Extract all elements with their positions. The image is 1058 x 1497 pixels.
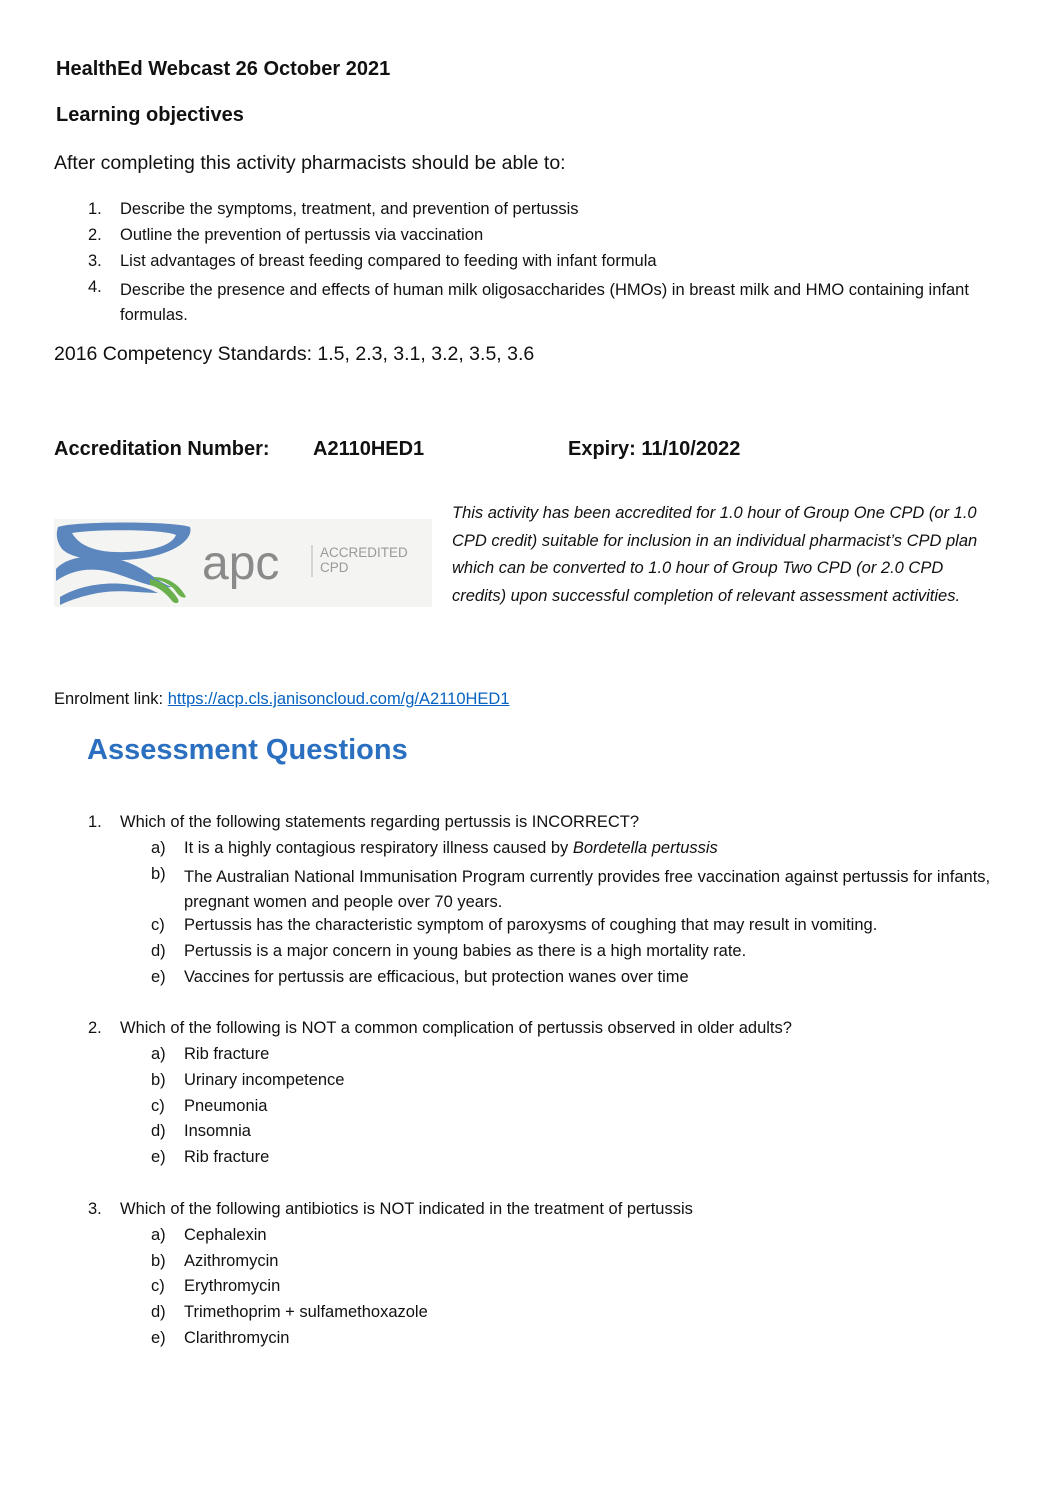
logo-tag-line1: ACCREDITED bbox=[320, 545, 408, 560]
question-text: Which of the following antibiotics is NOT indicated in the treatment of pertussis bbox=[120, 1200, 693, 1218]
enrolment-label: Enrolment link: bbox=[54, 690, 164, 708]
option-text: Trimethoprim + sulfamethoxazole bbox=[184, 1303, 428, 1321]
accreditation-description: This activity has been accredited for 1.0 hour of Group One CPD (or 1.0 CPD credit) suitable for inclusion in an individual pharmacist’s CPD plan which can be converted to 1.0 hour of Group Two CPD (or 2.0 CPD credits) upon successful completion of relevant assessment activities. bbox=[452, 504, 978, 605]
list-text: Outline the prevention of pertussis via vaccination bbox=[120, 226, 484, 244]
option-letter: e) bbox=[151, 1148, 166, 1166]
expiry-date: Expiry: 11/10/2022 bbox=[568, 438, 741, 460]
enrolment-row bbox=[54, 690, 510, 709]
option-text: Pertussis is a major concern in young babies as there is a high mortality rate. bbox=[184, 942, 747, 960]
option-letter: e) bbox=[151, 1329, 166, 1347]
option-text: The Australian National Immunisation Program currently provides free vaccination against pertussis for infants, pregnant women and people over 70 years. bbox=[184, 868, 991, 911]
objectives-heading: Learning objectives bbox=[56, 104, 244, 126]
list-number: 2. bbox=[88, 226, 102, 244]
option-text: Urinary incompetence bbox=[184, 1071, 345, 1089]
option-text: It is a highly contagious respiratory illness caused by Bordetella pertussis bbox=[184, 839, 718, 857]
option-letter: a) bbox=[151, 839, 166, 857]
option-letter: b) bbox=[151, 1071, 166, 1089]
option-text: Rib fracture bbox=[184, 1045, 270, 1063]
enrolment-link[interactable]: https://acp.cls.janisoncloud.com/g/A2110HED1 bbox=[167, 690, 510, 708]
question-text: Which of the following is NOT a common complication of pertussis observed in older adults? bbox=[120, 1019, 792, 1037]
option-letter: a) bbox=[151, 1226, 166, 1244]
list-text: Describe the symptoms, treatment, and prevention of pertussis bbox=[120, 200, 579, 218]
option-text: Rib fracture bbox=[184, 1148, 270, 1166]
option-letter: e) bbox=[151, 968, 166, 986]
option-text: Erythromycin bbox=[184, 1277, 281, 1295]
option-letter: b) bbox=[151, 1252, 166, 1270]
objectives-intro: After completing this activity pharmacists should be able to: bbox=[54, 152, 566, 174]
option-letter: b) bbox=[151, 865, 166, 883]
accreditation-number: A2110HED1 bbox=[313, 438, 425, 460]
option-letter: d) bbox=[151, 1303, 166, 1321]
question-text: Which of the following statements regarding pertussis is INCORRECT? bbox=[120, 813, 640, 831]
option-text: Cephalexin bbox=[184, 1226, 267, 1244]
option-text: Clarithromycin bbox=[184, 1329, 290, 1347]
option-letter: c) bbox=[151, 916, 165, 934]
apc-logo-mark bbox=[54, 519, 432, 607]
option-letter: d) bbox=[151, 1122, 166, 1140]
question-number: 2. bbox=[88, 1019, 102, 1037]
question-number: 3. bbox=[88, 1200, 102, 1218]
option-text: Vaccines for pertussis are efficacious, but protection wanes over time bbox=[184, 968, 689, 986]
option-text: Azithromycin bbox=[184, 1252, 279, 1270]
document-title: HealthEd Webcast 26 October 2021 bbox=[56, 58, 391, 80]
option-italic-term: Bordetella pertussis bbox=[572, 839, 718, 857]
list-text: List advantages of breast feeding compared to feeding with infant formula bbox=[120, 252, 657, 270]
option-text: Insomnia bbox=[184, 1122, 251, 1140]
competency-standards: 2016 Competency Standards: 1.5, 2.3, 3.1, 3.2, 3.5, 3.6 bbox=[54, 343, 535, 365]
question-number: 1. bbox=[88, 813, 102, 831]
list-number: 4. bbox=[88, 278, 102, 296]
option-letter: c) bbox=[151, 1097, 165, 1115]
apc-logo bbox=[54, 519, 432, 607]
logo-wordmark: apc bbox=[202, 537, 280, 590]
option-text: Pertussis has the characteristic symptom of paroxysms of coughing that may result in vomiting. bbox=[184, 916, 878, 934]
accreditation-label: Accreditation Number: bbox=[54, 438, 270, 460]
list-number: 1. bbox=[88, 200, 102, 218]
list-text: Describe the presence and effects of human milk oligosaccharides (HMOs) in breast milk and HMO containing infant formulas. bbox=[120, 281, 969, 324]
option-letter: d) bbox=[151, 942, 166, 960]
assessment-title: Assessment Questions bbox=[87, 734, 408, 766]
option-letter: c) bbox=[151, 1277, 165, 1295]
option-text: Pneumonia bbox=[184, 1097, 268, 1115]
option-letter: a) bbox=[151, 1045, 166, 1063]
list-number: 3. bbox=[88, 252, 102, 270]
logo-tag-line2: CPD bbox=[320, 560, 349, 575]
